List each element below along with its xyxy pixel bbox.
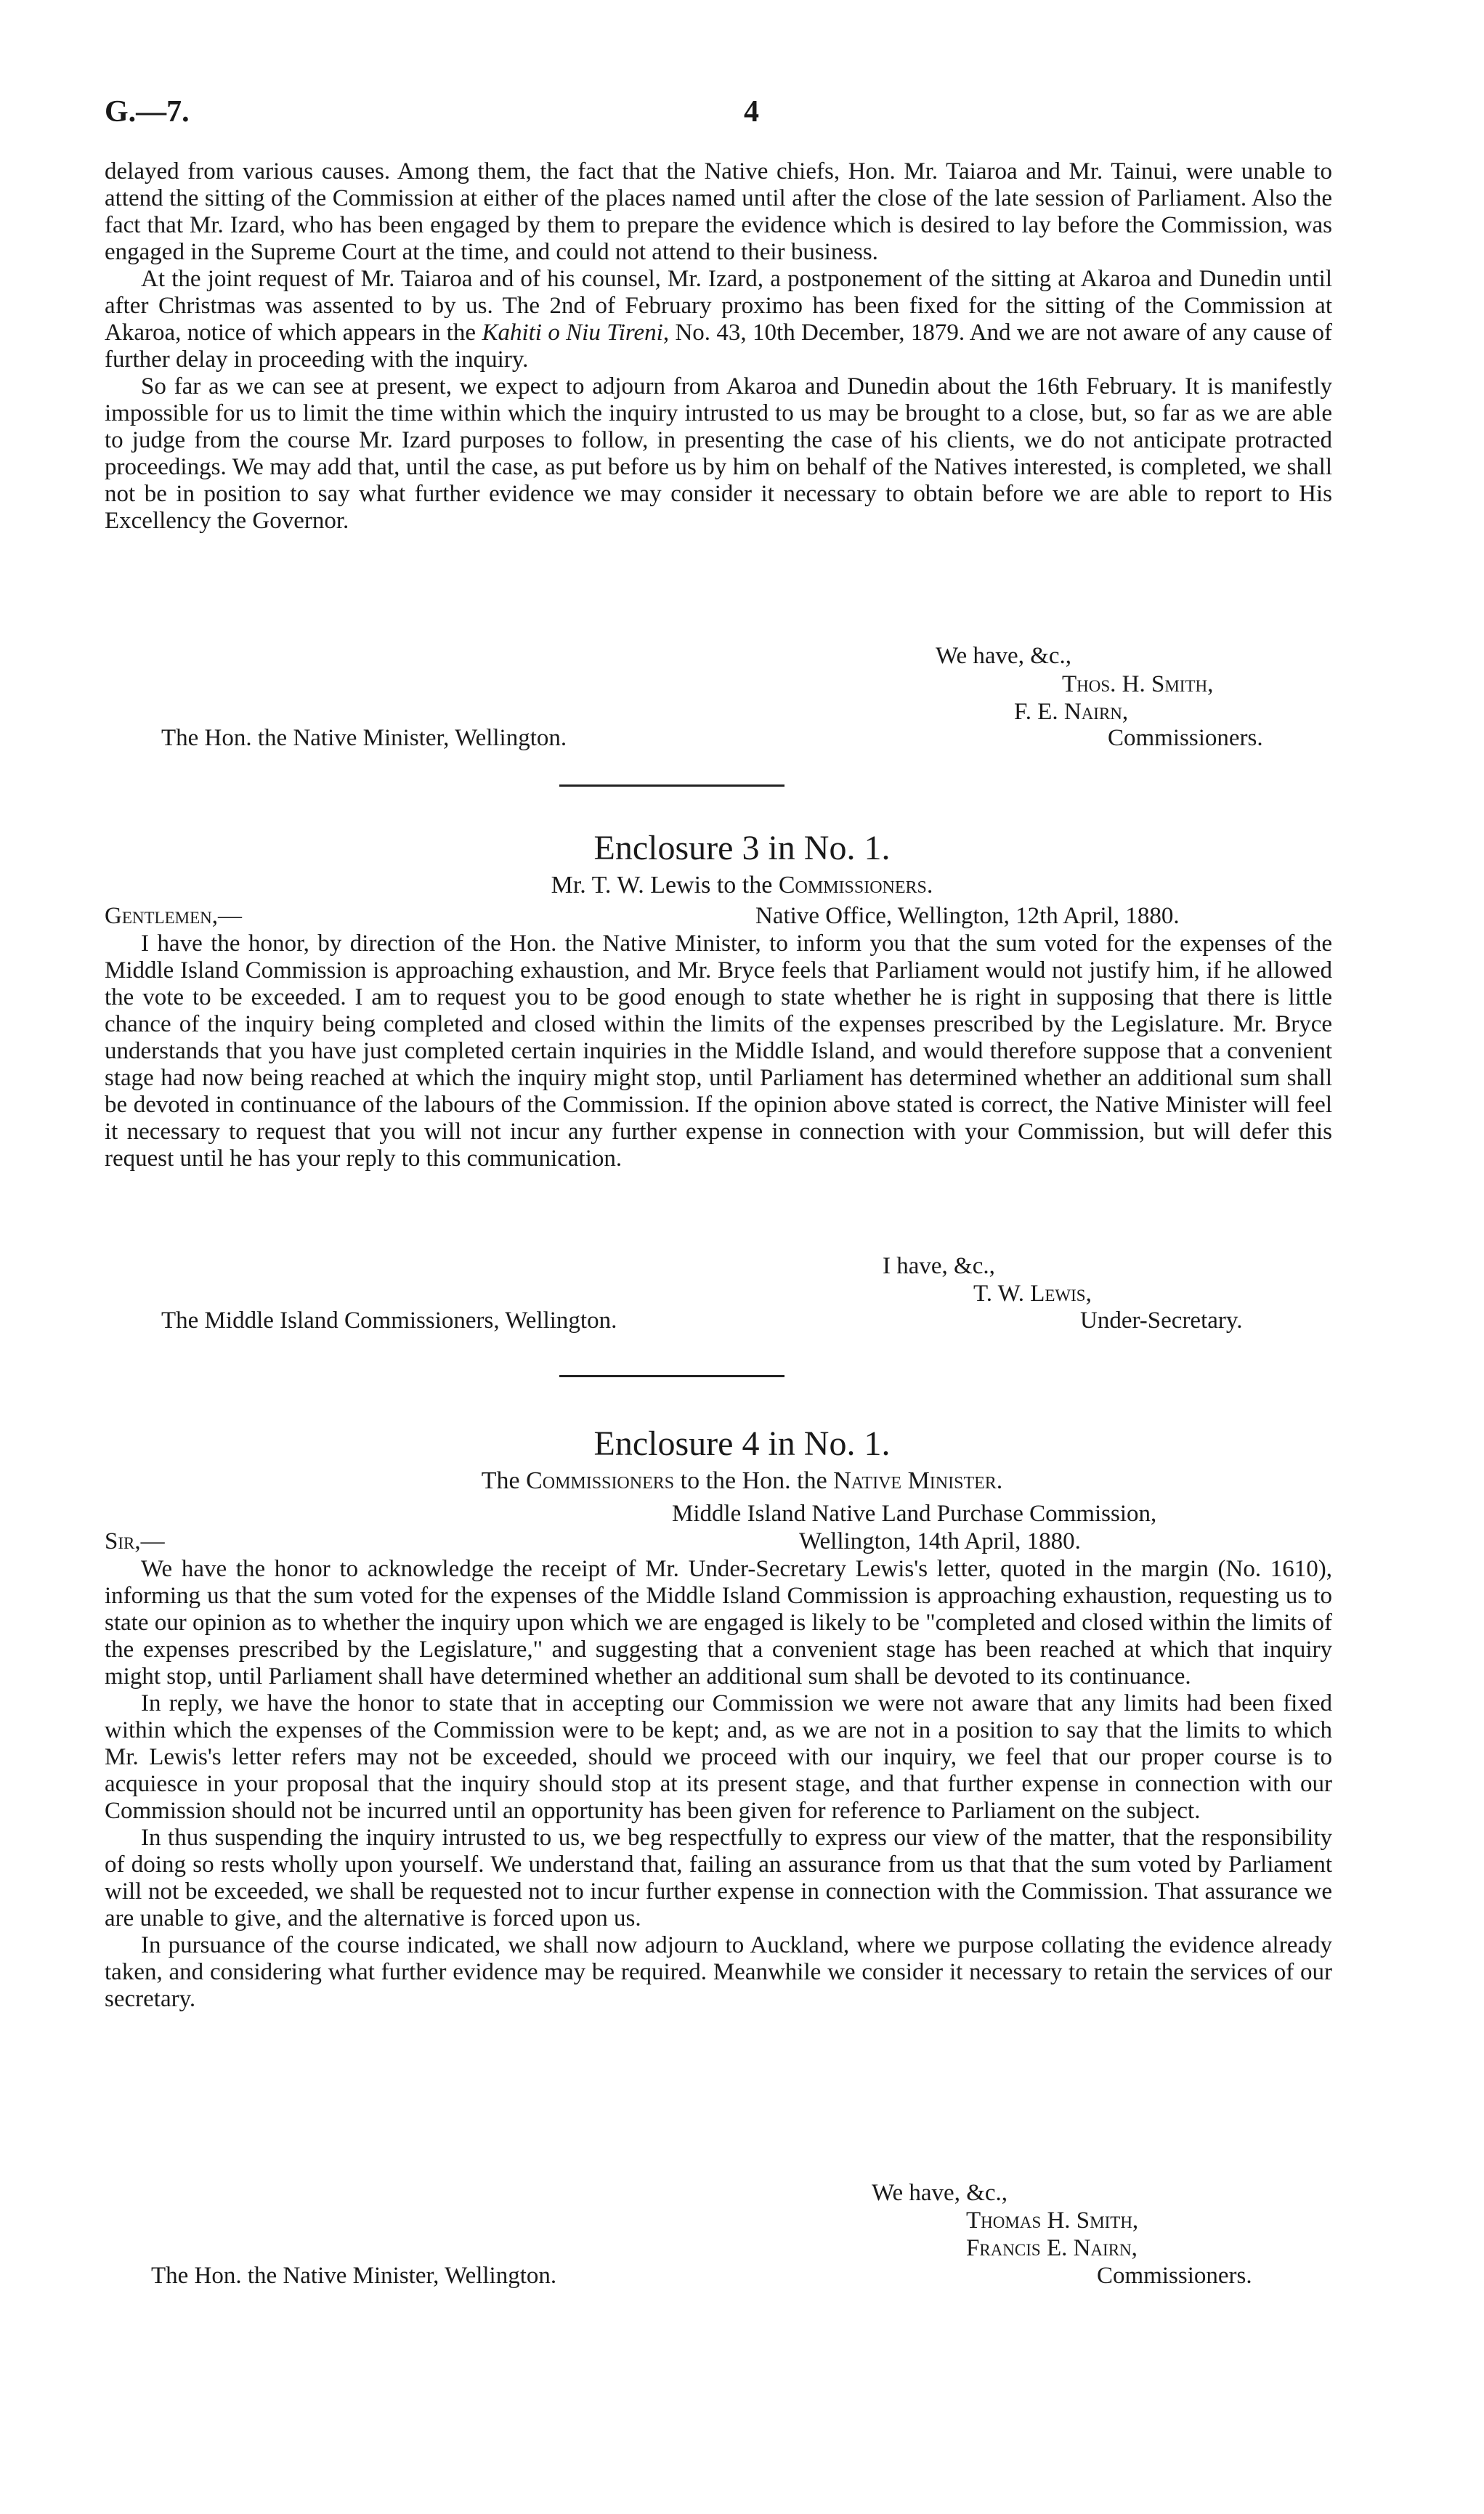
letter-1-body <box>105 158 1332 535</box>
place-date: Wellington, 14th April, 1880. <box>799 1528 1081 1554</box>
salutation: Sir,— <box>105 1528 165 1554</box>
paragraph: We have the honor to acknowledge the receipt of Mr. Under-Secretary Lewis's letter, quoted in the margin (No. 1610), informing us that the sum voted for the expenses of the Middle Island Commission is approaching exhaustion, requesting us to state our opinion as to whether the inquiry upon which we are engaged is likely to be "completed and closed within the limits of the expenses prescribed by the Legislature," and suggesting that a convenient stage has been reached at which that inquiry might stop, until Parliament shall have determined whether an additional sum shall be devoted to its continuance. <box>105 1556 1332 1690</box>
addressee: The Hon. the Native Minister, Wellington. <box>161 725 567 751</box>
paragraph: At the joint request of Mr. Taiaroa and of his counsel, Mr. Izard, a postponement of the sitting at Akaroa and Dunedin until after Christmas was assented to by us. The 2nd of February proximo has been fixed for the sitting of the Commission at Akaroa, notice of which appears in the Kahiti o Niu Tireni, No. 43, 10th December, 1879. And we are not aware of any cause of further delay in proceeding with the inquiry. <box>105 266 1333 373</box>
divider <box>559 784 784 787</box>
signatory-title: Commissioners. <box>1108 725 1263 751</box>
gazette-title: Kahiti o Niu Tireni <box>482 320 663 346</box>
enclosure-4-subtitle: The Commissioners to the Hon. the Native Minister. <box>481 1467 1003 1494</box>
signatory: Thos. H. Smith, <box>1062 671 1214 697</box>
signatory: Francis E. Nairn, <box>966 2235 1138 2261</box>
organization: Middle Island Native Land Purchase Commission, <box>672 1501 1157 1527</box>
divider <box>559 1375 784 1377</box>
signatory: T. W. Lewis, <box>973 1281 1092 1307</box>
addressee: The Middle Island Commissioners, Wellington. <box>161 1307 617 1334</box>
signatory: F. E. Nairn, <box>1014 699 1129 725</box>
salutation: Gentlemen,— <box>105 903 242 929</box>
enclosure-4-title: Enclosure 4 in No. 1. <box>593 1424 891 1463</box>
signatory: Thomas H. Smith, <box>966 2207 1139 2234</box>
signatory-title: Under-Secretary. <box>1080 1307 1243 1334</box>
addressee: The Hon. the Native Minister, Wellington. <box>151 2263 557 2289</box>
page-code: G.—7. <box>105 95 190 129</box>
place-date: Native Office, Wellington, 12th April, 1880. <box>755 903 1180 929</box>
paragraph: I have the honor, by direction of the Hon. the Native Minister, to inform you that the sum voted for the expenses of the Middle Island Commission is approaching exhaustion, and Mr. Bryce feels that Parliament would not justify him, if he allowed the vote to be exceeded. I am to request you to be good enough to state whether he is right in supposing that there is little chance of the inquiry being completed and closed within the limits of the expenses prescribed by the Legislature. Mr. Bryce understands that you have just completed certain inquiries in the Middle Island, and would therefore suppose that a convenient stage had now being reached at which the inquiry might stop, until Parliament has determined whether an additional sum shall be devoted in continuance of the labours of the Commission. If the opinion above stated is correct, the Native Minister will feel it necessary to request that you will not incur any further expense in connection with your Commission, but will defer this request until he has your reply to this communication. <box>105 930 1332 1172</box>
enclosure-3-subtitle: Mr. T. W. Lewis to the Commissioners. <box>551 872 933 899</box>
paragraph: In thus suspending the inquiry intrusted to us, we beg respectfully to express our view of the matter, that the responsibility of doing so rests wholly upon yourself. We understand that, failing an assurance from us that that the sum voted by Parliament will not be exceeded, we shall be requested not to incur further expense in connection with the Commission. That assurance we are unable to give, and the alternative is forced upon us. <box>105 1825 1332 1931</box>
paragraph: In pursuance of the course indicated, we shall now adjourn to Auckland, where we purpose collating the evidence already taken, and considering what further evidence may be required. Meanwhile we consider it necessary to retain the services of our secretary. <box>105 1932 1332 2012</box>
enclosure-3-title: Enclosure 3 in No. 1. <box>593 829 891 867</box>
paragraph: So far as we can see at present, we expect to adjourn from Akaroa and Dunedin about the 16th February. It is manifestly impossible for us to limit the time within which the inquiry intrusted to us may be brought to a close, but, so far as we are able to judge from the course Mr. Izard purposes to follow, in presenting the case of his clients, we do not anticipate protracted proceedings. We may add that, until the case, as put before us by him on behalf of the Natives interested, is completed, we shall not be in position to say what further evidence we may consider it necessary to obtain before we are able to report to His Excellency the Governor. <box>105 373 1332 534</box>
page-number: 4 <box>744 95 759 129</box>
paragraph: delayed from various causes. Among them, the fact that the Native chiefs, Hon. Mr. Taiaroa and Mr. Tainui, were unable to attend the sitting of the Commission at either of the places named until after the close of the late session of Parliament. Also the fact that Mr. Izard, who has been engaged by them to prepare the evidence which is desired to lay before the Commission, was engaged in the Supreme Court at the time, and could not attend to their business. <box>105 158 1332 265</box>
closing: We have, &c., <box>936 643 1072 669</box>
closing: We have, &c., <box>872 2180 1008 2206</box>
closing: I have, &c., <box>883 1253 995 1279</box>
paragraph: In reply, we have the honor to state that in accepting our Commission we were not aware that any limits had been fixed within which the expenses of the Commission were to be kept; and, as we are not in a position to say that the limits to which Mr. Lewis's letter refers may not be exceeded, should we proceed with our inquiry, we feel that our proper course is to acquiesce in your proposal that the inquiry should stop at its present stage, and that further expense in connection with our Commission should not be incurred until an opportunity has been given for reference to Parliament on the subject. <box>105 1690 1332 1824</box>
page-header <box>105 94 1379 138</box>
signatory-title: Commissioners. <box>1097 2263 1252 2289</box>
enclosure-4-body <box>105 1556 1332 2013</box>
enclosure-3-body <box>105 930 1332 1172</box>
